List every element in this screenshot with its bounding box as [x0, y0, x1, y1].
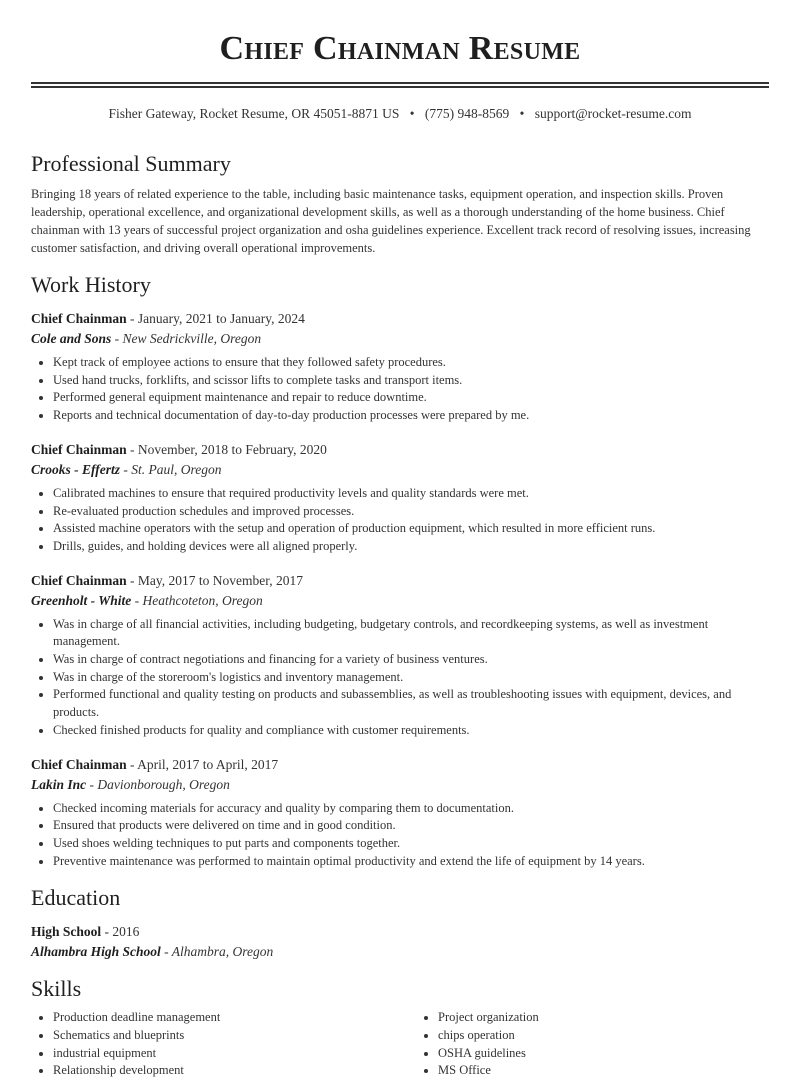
list-item: • Used hand trucks, forklifts, and scissor lifts to complete tasks and transport items.	[53, 372, 769, 390]
job-dates: - November, 2018 to February, 2020	[126, 441, 327, 457]
job-header	[31, 309, 769, 328]
list-item: • Checked finished products for quality and compliance with customer requirements.	[53, 722, 769, 740]
list-item: • Schematics and blueprints	[53, 1027, 416, 1045]
skills-list-right	[416, 1009, 768, 1080]
list-item: • Production deadline management	[53, 1009, 416, 1027]
job-header	[31, 571, 769, 590]
job-entry	[31, 309, 769, 425]
education-year: - 2016	[101, 924, 140, 940]
list-item: • Assisted machine operators with the setup and operation of production equipment, which resulted in more efficient runs.	[53, 520, 769, 538]
list-item: • Was in charge of the storeroom's logistics and inventory management.	[53, 669, 769, 687]
job-location: - Davionborough, Oregon	[86, 776, 230, 792]
contact-separator: •	[409, 106, 415, 121]
list-item: • Calibrated machines to ensure that required productivity levels and quality standards were met.	[53, 485, 769, 503]
list-item: • Preventive maintenance was performed to maintain optimal productivity and extend the life of equipment by 14 years.	[53, 853, 769, 871]
job-header	[31, 755, 769, 774]
job-employer	[31, 460, 769, 479]
education-institution	[31, 942, 769, 961]
job-company: Crooks - Effertz	[31, 461, 121, 477]
job-duties	[31, 354, 769, 425]
list-item: • MS Office	[438, 1062, 768, 1080]
work-history-heading: Work History	[31, 272, 151, 297]
skills-heading: Skills	[31, 976, 82, 1002]
list-item: • Checked incoming materials for accuracy and quality by comparing them to documentation.	[53, 800, 769, 818]
job-duties	[31, 485, 769, 556]
job-title: Chief Chainman	[31, 756, 127, 772]
skills-grid	[31, 1009, 769, 1080]
job-entry	[31, 571, 769, 740]
job-title: Chief Chainman	[31, 441, 127, 457]
job-title: Chief Chainman	[31, 572, 127, 588]
education-school: Alhambra High School	[31, 944, 161, 960]
contact-separator: •	[519, 106, 525, 121]
job-company: Lakin Inc	[31, 776, 87, 792]
contact-line	[31, 105, 769, 123]
list-item: • Re-evaluated production schedules and improved processes.	[53, 503, 769, 521]
education-header	[31, 922, 769, 941]
list-item: • Was in charge of contract negotiations and financing for a variety of business ventures.	[53, 651, 769, 669]
job-title: Chief Chainman	[31, 311, 127, 326]
list-item: • Project organization	[438, 1009, 768, 1027]
list-item: • OSHA guidelines	[438, 1045, 768, 1063]
job-duties	[31, 800, 769, 871]
list-item: • Performed functional and quality testing on products and subassemblies, as well as troubleshooting issues with equipment, devices, and products.	[53, 686, 769, 721]
list-item: • Was in charge of all financial activities, including budgeting, budgetary controls, and recordkeeping systems, as well as investment management.	[53, 616, 769, 651]
job-employer	[31, 591, 769, 610]
education-location: - Alhambra, Oregon	[160, 944, 274, 960]
job-dates: - January, 2021 to January, 2024	[126, 311, 305, 326]
list-item: • Used shoes welding techniques to put parts and components together.	[53, 835, 769, 853]
resume-page	[31, 0, 769, 1080]
list-item: • Drills, guides, and holding devices were all aligned properly.	[53, 538, 769, 556]
job-location: - Heathcoteton, Oregon	[131, 592, 263, 608]
job-entry	[31, 440, 769, 556]
job-employer	[31, 329, 769, 348]
job-header	[31, 440, 769, 459]
list-item: • Kept track of employee actions to ensure that they followed safety procedures.	[53, 354, 769, 372]
job-entry	[31, 755, 769, 871]
job-company: Cole and Sons	[31, 331, 112, 346]
job-dates: - April, 2017 to April, 2017	[126, 756, 279, 772]
list-item: • Performed general equipment maintenance and repair to reduce downtime.	[53, 389, 769, 407]
list-item: • Reports and technical documentation of day-to-day production processes were prepared by me.	[53, 407, 769, 425]
job-location: - St. Paul, Oregon	[120, 461, 222, 477]
summary-text: Bringing 18 years of related experience to the table, including basic maintenance tasks, equipment operation, and inspection skills. Proven leadership, operational excellence, and organizational development skills, as well as a thorough understanding of the home business. Chief chainman with 13 years of successful project organization and osha guidelines experience. Excellent track record of resolving issues, increasing customer satisfaction, and driving overall operational improvements.	[31, 187, 751, 255]
job-company: Greenholt - White	[31, 592, 132, 608]
list-item: • Ensured that products were delivered on time and in good condition.	[53, 817, 769, 835]
education-entry	[31, 922, 769, 961]
contact-phone: (775) 948-8569	[424, 106, 510, 121]
education-degree: High School	[31, 924, 102, 940]
job-employer	[31, 775, 769, 794]
contact-email: support@rocket-resume.com	[534, 106, 692, 121]
summary-heading: Professional Summary	[31, 151, 231, 176]
job-duties	[31, 616, 769, 740]
job-dates: - May, 2017 to November, 2017	[126, 572, 303, 588]
list-item: • industrial equipment	[53, 1045, 416, 1063]
title-divider	[31, 82, 769, 88]
job-location: - New Sedrickville, Oregon	[111, 331, 262, 346]
education-heading: Education	[31, 885, 121, 911]
list-item: • chips operation	[438, 1027, 768, 1045]
list-item: • Relationship development	[53, 1062, 416, 1080]
contact-address: Fisher Gateway, Rocket Resume, OR 45051-8871 US	[108, 106, 400, 121]
resume-title: Chief Chainman Resume	[219, 30, 581, 67]
skills-list-left	[31, 1009, 416, 1080]
